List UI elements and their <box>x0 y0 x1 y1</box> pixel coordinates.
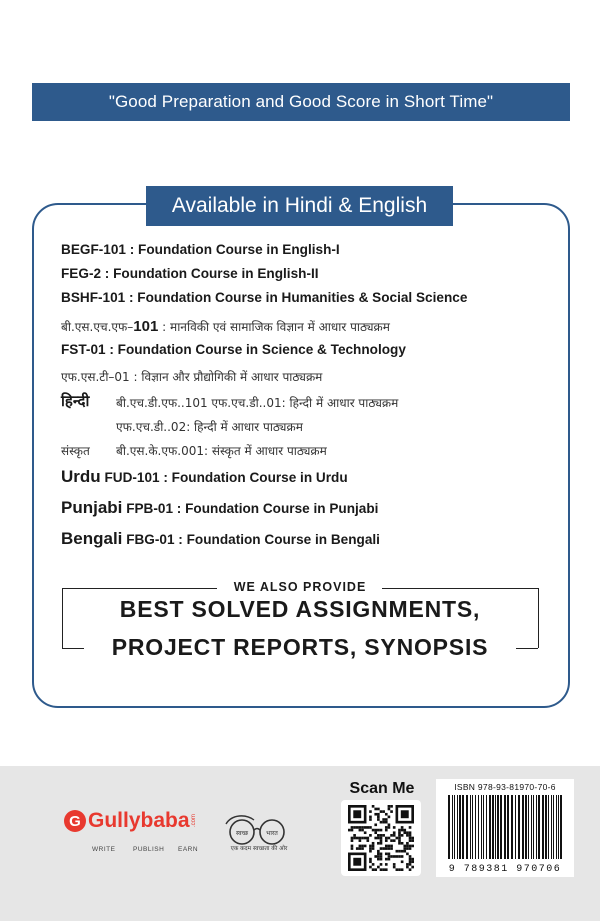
gullybaba-logo <box>64 809 197 833</box>
swachh-caption: एक कदम स्वच्छता की ओर <box>230 846 288 852</box>
swachh-left-text: स्वच्छ <box>235 830 249 837</box>
course-bengali <box>61 529 380 549</box>
hindi-line-1: बी.एच.डी.एफ..101 एफ.एच.डी..01: हिन्दी में आधार पाठ्यक्रम <box>116 396 399 410</box>
bengali-label: Bengali <box>61 529 123 548</box>
slogan-write: WRITE <box>92 846 116 853</box>
provide-line-1: BEST SOLVED ASSIGNMENTS, <box>119 596 481 622</box>
course-urdu <box>61 467 348 487</box>
g-logo-icon: G <box>64 810 86 832</box>
course-begf: BEGF-101 : Foundation Course in English-I <box>61 242 340 257</box>
urdu-label: Urdu <box>61 467 101 486</box>
scan-me-label: Scan Me <box>349 780 415 797</box>
brand-name: Gullybaba <box>88 809 190 832</box>
course-feg: FEG-2 : Foundation Course in English-II <box>61 266 319 281</box>
qr-code-icon <box>348 805 414 871</box>
barcode-digits: 9 789381 970706 <box>448 864 562 875</box>
course-bshf-hindi <box>61 318 390 335</box>
slogan-publish: PUBLISH <box>133 846 165 853</box>
course-punjabi <box>61 498 378 518</box>
barcode-icon <box>444 795 566 863</box>
availability-banner: Available in Hindi & English <box>146 186 453 226</box>
sanskrit-label: संस्कृत <box>61 444 90 458</box>
frame-line <box>62 588 217 589</box>
bshf-hindi-prefix: बी.एस.एच.एफ– <box>61 320 134 334</box>
isbn-text: ISBN 978-93-81970-70-6 <box>454 782 556 792</box>
swachh-right-text: भारत <box>266 830 278 837</box>
urdu-course: FUD-101 : Foundation Course in Urdu <box>104 470 348 485</box>
brand-suffix: .com <box>190 814 197 828</box>
provide-heading: WE ALSO PROVIDE <box>233 580 367 594</box>
sanskrit-line: बी.एस.के.एफ.001: संस्कृत में आधार पाठ्यक्रम <box>116 444 327 458</box>
provide-line-2: PROJECT REPORTS, SYNOPSIS <box>111 634 489 660</box>
isbn-panel <box>436 779 574 877</box>
frame-line <box>382 588 539 589</box>
tagline-banner: "Good Preparation and Good Score in Short Time" <box>32 83 570 121</box>
course-fst: FST-01 : Foundation Course in Science & Technology <box>61 342 406 357</box>
course-bshf: BSHF-101 : Foundation Course in Humanities & Social Science <box>61 290 468 305</box>
bshf-hindi-rest: : मानविकी एवं सामाजिक विज्ञान में आधार पाठ्यक्रम <box>162 320 390 334</box>
qr-code-panel <box>341 800 421 876</box>
hindi-line-2: एफ.एच.डी..02: हिन्दी में आधार पाठ्यक्रम <box>116 420 303 434</box>
bshf-hindi-number: 101 <box>133 318 159 335</box>
course-fst-hindi: एफ.एस.टी–01 : विज्ञान और प्रौद्योगिकी में आधार पाठ्यक्रम <box>61 370 323 384</box>
bengali-course: FBG-01 : Foundation Course in Bengali <box>126 532 380 547</box>
slogan-earn: EARN <box>178 846 199 853</box>
hindi-label: हिन्दी <box>61 392 90 410</box>
punjabi-course: FPB-01 : Foundation Course in Punjabi <box>126 501 379 516</box>
punjabi-label: Punjabi <box>61 498 123 517</box>
